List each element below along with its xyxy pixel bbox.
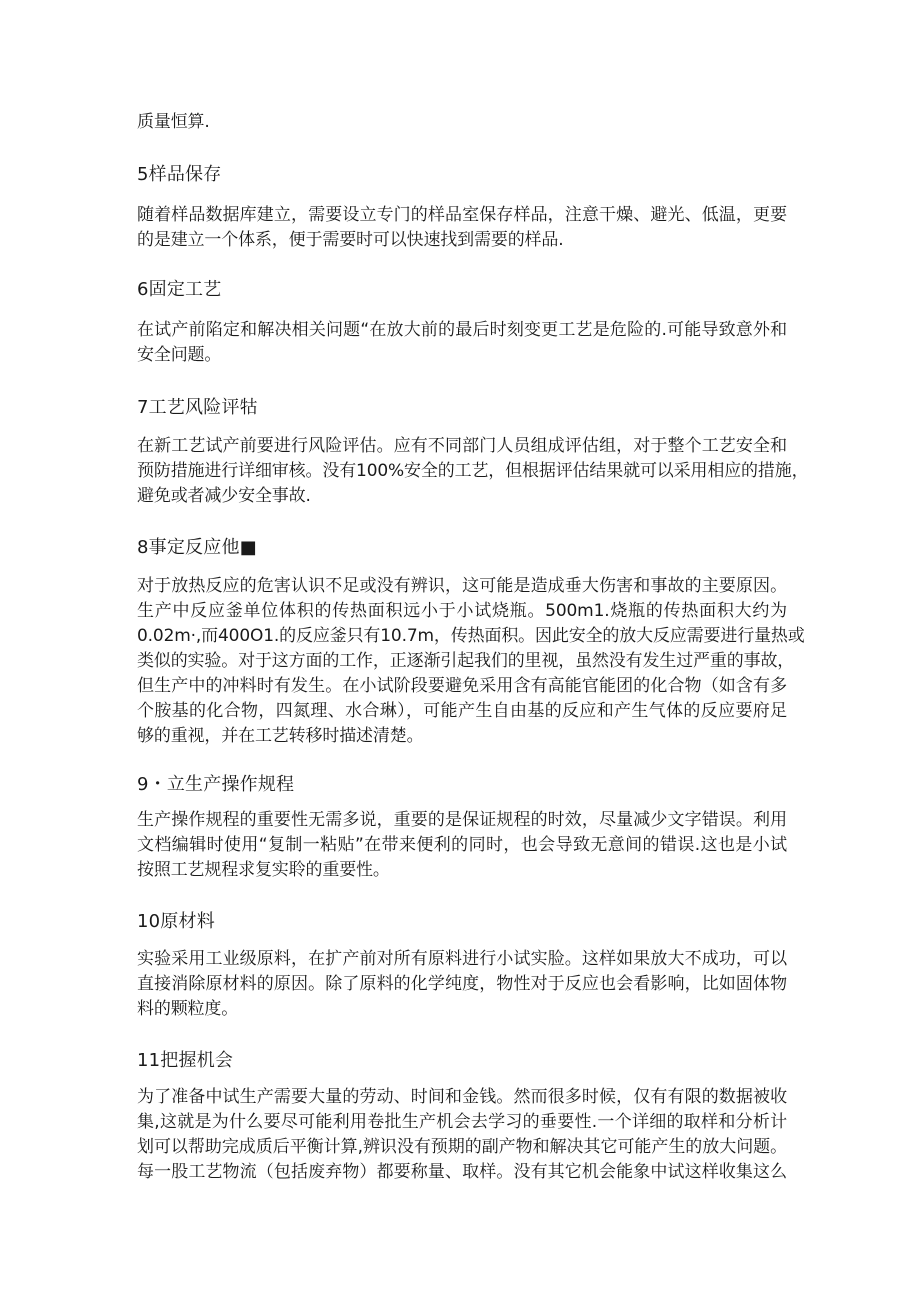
paragraph-line: 对于放热反应的危害认识不足或没有辨识，这可能是造成垂大伤害和事故的主要原因。	[137, 576, 787, 596]
paragraph-line: 料的颗粒度。	[137, 999, 239, 1019]
paragraph-line: 预防措施进行详细审核。没有100%安全的工艺，但根据评估结果就可以采用相应的措施，	[137, 461, 809, 481]
section-heading-risk-assessment: 7工艺风险评牯	[137, 397, 258, 418]
section-body-risk-assessment	[137, 434, 809, 509]
paragraph-line: 生产操作规程的重要性无需多说，重要的是保证规程的时效，尽量减少文字错误。利用	[137, 810, 787, 830]
paragraph-line: 为了准备中试生产需要大量的劳动、时间和金钱。然而很多时候，仅有有限的数据被收	[137, 1087, 787, 1107]
paragraph-line: 每一股工艺物流（包括废弃物）都要称量、取样。没有其它机会能象中试这样收集这么	[137, 1162, 787, 1182]
section-body-sample-storage	[137, 203, 787, 253]
paragraph-line: 划可以帮助完成质后平衡计算,辨识没有预期的副产物和解决其它可能产生的放大问题。	[137, 1137, 787, 1157]
section-body-seize-opportunity	[137, 1085, 787, 1185]
paragraph-line: 但生产中的冲料时有发生。在小试阶段要避免采用含有高能官能团的化合物（如含有多	[137, 676, 787, 696]
paragraph-line: 生产中反应釜单位体积的传热面积远小于小试烧瓶。500m1.烧瓶的传热面积大约为	[137, 601, 787, 621]
section-heading-reaction-safety: 8事定反应他■	[137, 537, 257, 558]
section-heading-sample-storage: 5样品保存	[137, 164, 222, 185]
paragraph-line: 文档编辑时使用“复制一粘贴”在带来便利的同时，也会导致无意间的错误.这也是小试	[137, 835, 787, 855]
section-body-reaction-safety	[137, 574, 805, 749]
paragraph-line: 直接消除原材料的原因。除了原料的化学纯度，物性对于反应也会看影响，比如固体物	[137, 974, 787, 994]
paragraph-line: 避免或者减少安全事故.	[137, 486, 311, 506]
section-heading-operating-procedure: 9・立生产操作规程	[137, 774, 295, 795]
section-heading-seize-opportunity: 11把握机会	[137, 1050, 234, 1071]
section-body-raw-materials	[137, 947, 787, 1022]
paragraph-line: 类似的实验。对于这方面的工作，正逐渐引起我们的里视，虽然没有发生过严重的事故，	[137, 651, 795, 671]
paragraph-line: 在新工艺试产前要进行风险评估。应有不同部门人员组成评估组，对于整个工艺安全和	[137, 436, 787, 456]
paragraph-line: 按照工艺规程求复实聆的重要性。	[137, 860, 390, 880]
paragraph-line: 安全问题。	[137, 345, 222, 365]
paragraph-line: 个胺基的化合物，四氮理、水合琳），可能产生自由基的反应和产生气体的反应要府足	[137, 701, 787, 721]
intro-paragraph	[137, 110, 787, 135]
paragraph-line: 的是建立一个体系，便于需要时可以快速找到需要的样品.	[137, 230, 564, 250]
section-heading-raw-materials: 10原材料	[137, 911, 215, 932]
section-heading-fixed-process: 6固定工艺	[137, 279, 222, 300]
paragraph-line: 集,这就是为什么要尽可能利用卷批生产机会去学习的垂要性.一个详细的取样和分析计	[137, 1112, 787, 1132]
section-body-operating-procedure	[137, 808, 787, 883]
section-body-fixed-process	[137, 318, 787, 368]
paragraph-line: 在试产前陷定和解决相关问题“在放大前的最后时刻变更工艺是危险的.可能导致意外和	[137, 320, 787, 340]
paragraph-line: 0.02m·,而400O1.的反应釜只有10.7m，传热面积。因此安全的放大反应需要进行量热或	[137, 626, 805, 646]
paragraph-line: 实验采用工业级原料，在扩产前对所有原料进行小试实脸。这样如果放大不成功，可以	[137, 949, 787, 969]
paragraph-line: 随着样品数据库建立，需要设立专门的样品室保存样品，注意干燥、避光、低温，更要	[137, 205, 787, 225]
paragraph-line: 够的重视，并在工艺转移时描述清楚。	[137, 726, 424, 746]
paragraph-line: 质量恒算.	[137, 112, 210, 132]
